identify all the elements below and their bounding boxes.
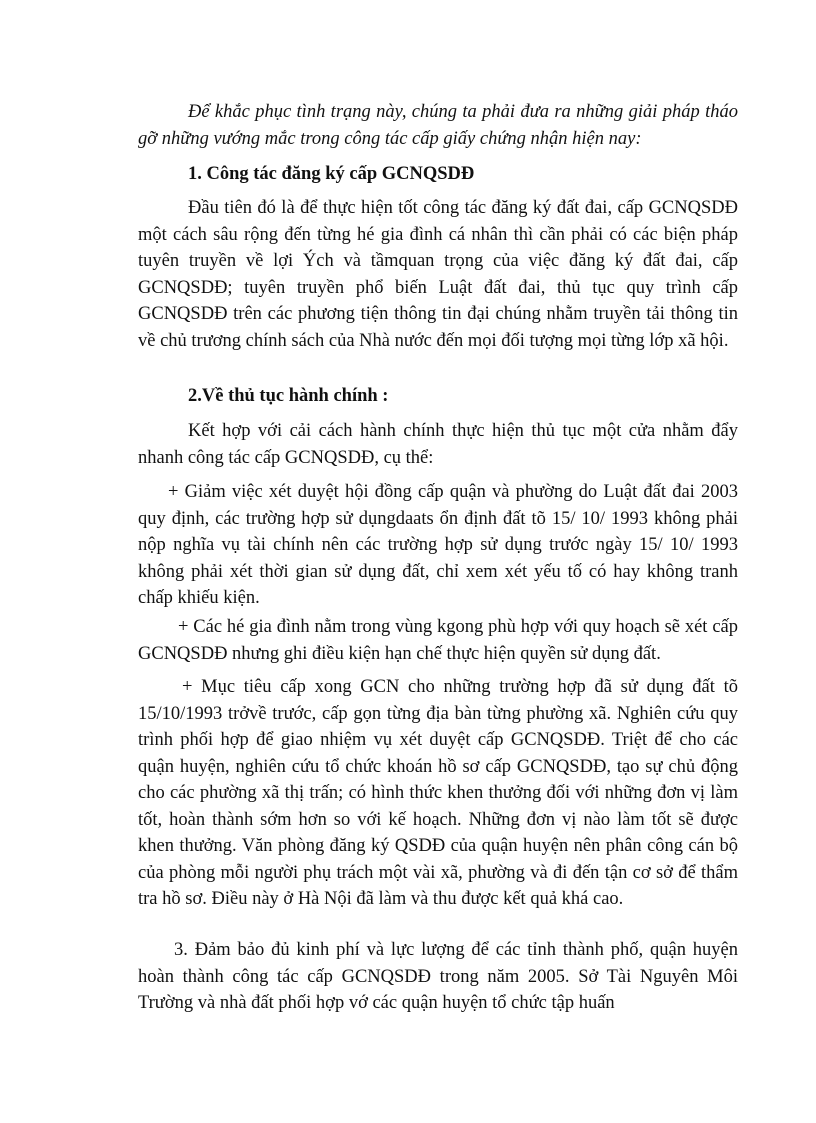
intro-paragraph: Để khắc phục tình trạng này, chúng ta phải đưa ra những giải pháp tháo gỡ những vướng mắc trong công tác cấp giấy chứng nhận hiện nay: [138, 102, 738, 149]
paragraph-administrative: Kết hợp với cải cách hành chính thực hiện thủ tục một cửa nhằm đẩy nhanh công tác cấp GCNQSDĐ, cụ thể: [138, 421, 738, 468]
bullet-item-1: + Giảm việc xét duyệt hội đồng cấp quận và phường do Luật đất đai 2003 quy định, các trường hợp sử dụngdaats ổn định đất tõ 15/ 10/ 1993 không phải nộp nghĩa vụ tài chính nên các trường hợp sử dụng trước ngày 15/ 10/ 1993 không phải xét thời gian sử dụng đất, chỉ xem xét yếu tố có hay không tranh chấp khiếu kiện. [138, 482, 738, 608]
section-heading-1: 1. Công tác đăng ký cấp GCNQSDĐ [188, 164, 475, 184]
paragraph-registration: Đầu tiên đó là để thực hiện tốt công tác đăng ký đất đai, cấp GCNQSDĐ một cách sâu rộng đến từng hé gia đình cá nhân thì cần phải có các biện pháp tuyên truyền về lợi Ých và tầmquan trọng của việc đăng ký đất đai, cấp GCNQSDĐ; tuyên truyền phổ biến Luật đất đai, thủ tục quy trình cấp GCNQSDĐ trên các phương tiện thông tin đại chúng nhằm truyền tải thông tin về chủ trương chính sách của Nhà nước đến mọi đối tượng mọi từng lớp xã hội. [138, 198, 738, 351]
bullet-item-3: + Mục tiêu cấp xong GCN cho những trường hợp đã sử dụng đất tõ 15/10/1993 trởvề trước, cấp gọn từng địa bàn từng phường xã. Nghiên cứu quy trình phối hợp để giao nhiệm vụ xét duyệt cấp GCNQSDĐ. Triệt để cho các quận huyện, nghiên cứu tổ chức khoán hồ sơ cấp GCNQSDĐ, tạo sự chủ động cho các phường xã thị trấn; có hình thức khen thưởng đối với những đơn vị làm tốt, hoàn thành sớm hơn so với kế hoạch. Những đơn vị nào làm tốt sẽ được khen thưởng. Văn phòng đăng ký QSDĐ của quận huyện nên phân công cán bộ của phòng mỗi người phụ trách một vài xã, phường và đi đến tận cơ sở để thẩm tra hồ sơ. Điều này ở Hà Nội đã làm và thu được kết quả khá cao. [138, 677, 738, 909]
paragraph-funding: 3. Đảm bảo đủ kinh phí và lực lượng để các tỉnh thành phố, quận huyện hoàn thành công tác cấp GCNQSDĐ trong năm 2005. Sở Tài Nguyên Môi Trường và nhà đất phối hợp vớ các quận huyện tổ chức tập huấn [138, 940, 738, 1013]
bullet-item-2: + Các hé gia đình nằm trong vùng kgong phù hợp với quy hoạch sẽ xét cấp GCNQSDĐ nhưng ghi điều kiện hạn chế thực hiện quyền sử dụng đất. [138, 617, 738, 664]
section-heading-2: 2.Về thủ tục hành chính : [188, 386, 389, 406]
